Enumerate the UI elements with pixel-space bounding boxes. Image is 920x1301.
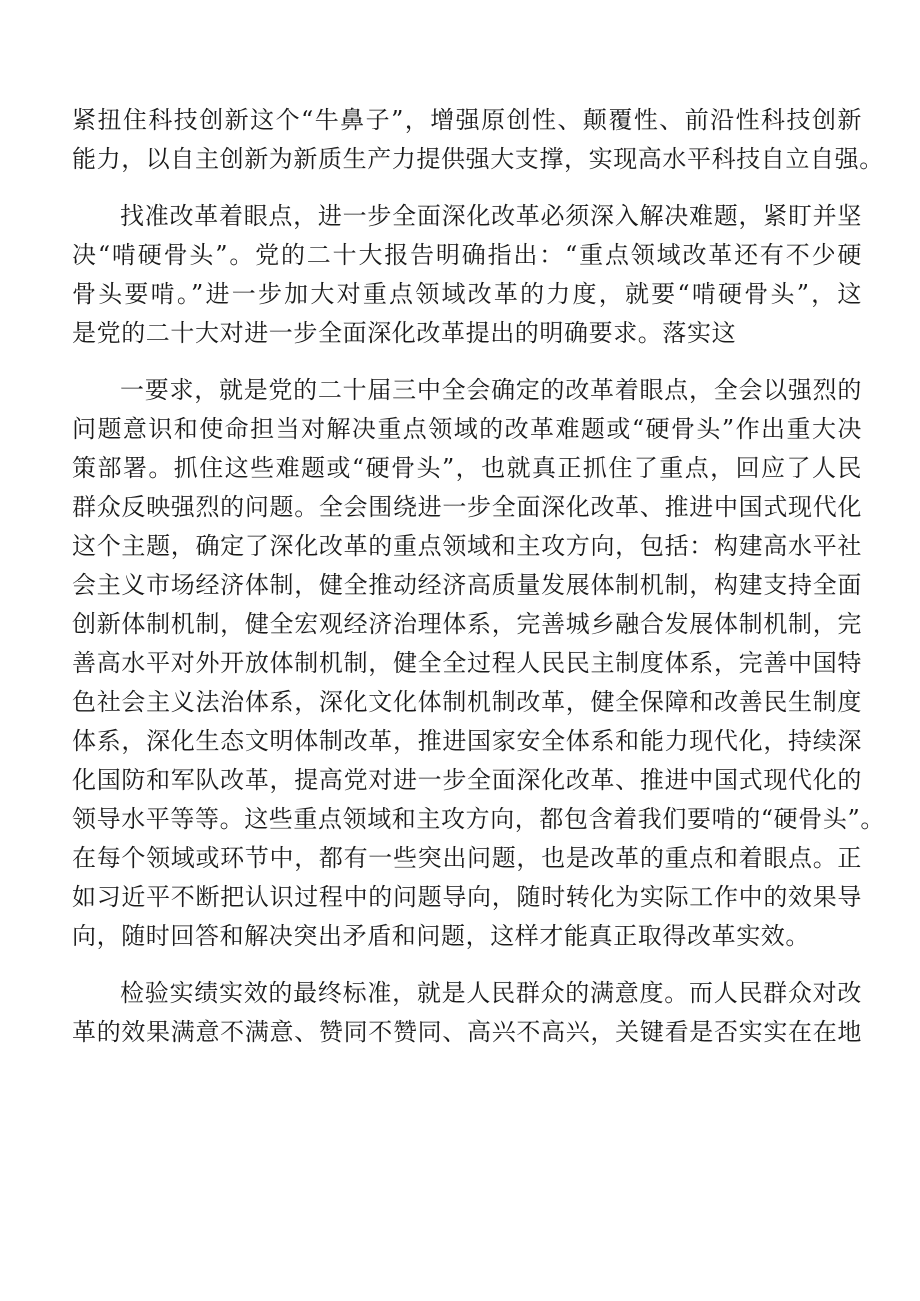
text-line: 领导水平等等。这些重点领域和主攻方向，都包含着我们要啃的“硬骨头”。 (72, 805, 885, 833)
paragraph-4 (72, 974, 862, 1052)
text-line: 问题意识和使命担当对解决重点领域的改革难题或“硬骨头”作出重大决 (72, 415, 862, 443)
text-line: 紧扭住科技创新这个“牛鼻子”，增强原创性、颠覆性、前沿性科技创新 (72, 106, 862, 134)
text-line: 化国防和军队改革，提高党对进一步全面深化改革、推进中国式现代化的 (72, 766, 862, 794)
text-line: 决“啃硬骨头”。党的二十大报告明确指出：“重点领域改革还有不少硬 (72, 241, 862, 269)
paragraph-3 (72, 371, 885, 956)
text-line: 这个主题，确定了深化改革的重点领域和主攻方向，包括：构建高水平社 (72, 532, 862, 560)
text-line: 检验实绩实效的最终标准，就是人民群众的满意度。而人民群众对改 (120, 979, 862, 1007)
text-line: 向，随时回答和解决突出矛盾和问题，这样才能真正取得改革实效。 (72, 922, 810, 950)
text-line: 善高水平对外开放体制机制，健全全过程人民民主制度体系，完善中国特 (72, 649, 862, 677)
text-line: 色社会主义法治体系，深化文化体制机制改革，健全保障和改善民生制度 (72, 688, 862, 716)
text-line: 如习近平不断把认识过程中的问题导向，随时转化为实际工作中的效果导 (72, 883, 862, 911)
paragraph-1 (72, 101, 884, 179)
text-line: 找准改革着眼点，进一步全面深化改革必须深入解决难题，紧盯并坚 (120, 202, 862, 230)
text-line: 策部署。抓住这些难题或“硬骨头”，也就真正抓住了重点，回应了人民 (72, 454, 862, 482)
text-line: 创新体制机制，健全宏观经济治理体系，完善城乡融合发展体制机制，完 (72, 610, 862, 638)
text-line: 群众反映强烈的问题。全会围绕进一步全面深化改革、推进中国式现代化 (72, 493, 862, 521)
paragraph-2 (72, 197, 862, 353)
document-body (72, 101, 885, 1070)
text-line: 会主义市场经济体制，健全推动经济高质量发展体制机制，构建支持全面 (72, 571, 862, 599)
text-line: 骨头要啃。”进一步加大对重点领域改革的力度，就要“啃硬骨头”，这 (72, 280, 862, 308)
text-line: 能力，以自主创新为新质生产力提供强大支撑，实现高水平科技自立自强。 (72, 145, 884, 173)
text-line: 革的效果满意不满意、赞同不赞同、高兴不高兴，关键看是否实实在在地 (72, 1018, 862, 1046)
text-line: 一要求，就是党的二十届三中全会确定的改革着眼点，全会以强烈的 (120, 376, 862, 404)
text-line: 在每个领域或环节中，都有一些突出问题，也是改革的重点和着眼点。正 (72, 844, 862, 872)
text-line: 体系，深化生态文明体制改革，推进国家安全体系和能力现代化，持续深 (72, 727, 862, 755)
text-line: 是党的二十大对进一步全面深化改革提出的明确要求。落实这 (72, 319, 737, 347)
